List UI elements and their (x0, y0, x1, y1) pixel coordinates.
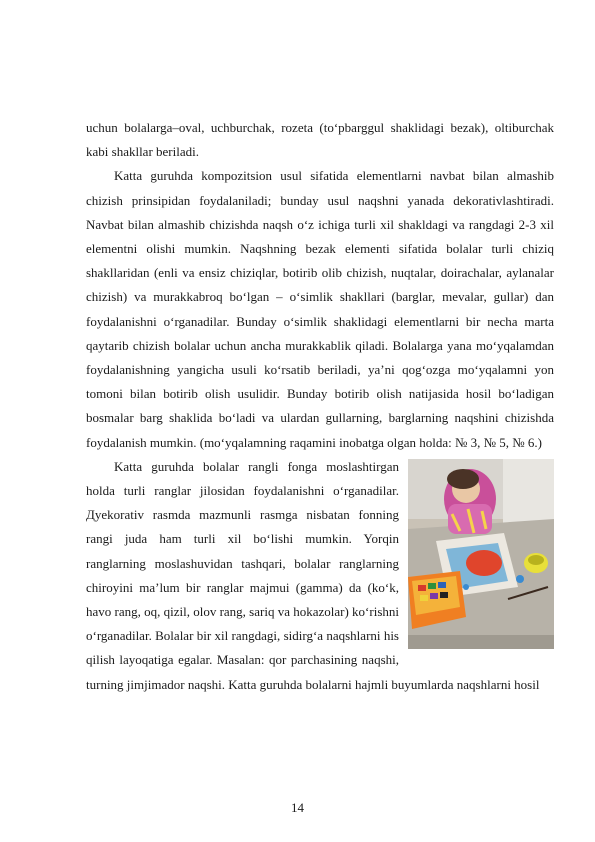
body-text (86, 116, 554, 697)
paragraph-colors (86, 455, 554, 697)
paragraph-colors-text: Katta guruhda bolalar rangli fonga moslashtirgan holda turli ranglar jilosidan foydalanishni o‘rganadilar. Дyekorativ rasmda mazmunli rasmga nisbatan fonning rangi juda ham turli xil bo‘lishi mumkin. Yorqin ranglarning moslashuvidan tashqari, bolalar ranglarning chiroyini ma’lum bir ranglar majmui (gamma) da (ko‘k, havo rang, oq, qizil, olov rang, sariq va hokazolar) ko‘rishni o‘rganadilar. Bolalar bir xil rangdagi, sidirg‘a naqshlarni his qilish layoqatiga egalar. Masalan: qor parchasining naqshi, turning jimjimador naqshi. Katta guruhda bolalarni hajmli buyumlarda naqshlarni hosil (86, 458, 540, 692)
photo-frame (408, 459, 554, 649)
paragraph-composition: Katta guruhda kompozitsion usul sifatida elementlarni navbat bilan almashib chizish prinsipidan foydalaniladi; bunday usul naqshni yanada dekorativlashtiradi. Navbat bilan almashib chizishda naqsh o‘z ichiga turli xil shakldagi va rangdagi 2-3 xil elementni olishi mumkin. Naqshning bezak elementi sifatida bolalar turli chiziq shakllaridan (enli va ensiz chiziqlar, botirib olib chizish, nuqtalar, doirachalar, aylanalar chizish) va murakkabroq bo‘lgan – o‘simlik shakllari (barglar, mevalar, gullar) dan foydalanishni o‘rganadilar. Bunday o‘simlik shaklidagi elementlarni bir necha marta qaytarib chizish bolalar uchun ancha murakkablik qiladi. Bolalarga yana mo‘yqalamdan foydalanishning yangicha usuli ko‘rsatib beriladi, ya’ni qog‘ozga mo‘yqalamni yon tomoni bilan botirib olish usulidir. Bunday botirib olish natijasida hosil bo‘ladigan bosmalar barg shaklida bo‘ladi va ulardan gullarning, barglarning naqshini chizishda foydalanish mumkin. (mo‘yqalamning raqamini inobatga olgan holda: № 3, № 5, № 6.) (86, 168, 554, 450)
paragraph-continuation: uchun bolalarga–oval, uchburchak, rozeta (to‘pbarggul shaklidagi bezak), oltiburchak kabi shakllar beriladi. (86, 120, 554, 160)
page-number: 14 (291, 800, 304, 815)
children-drawing-photo (408, 459, 554, 649)
